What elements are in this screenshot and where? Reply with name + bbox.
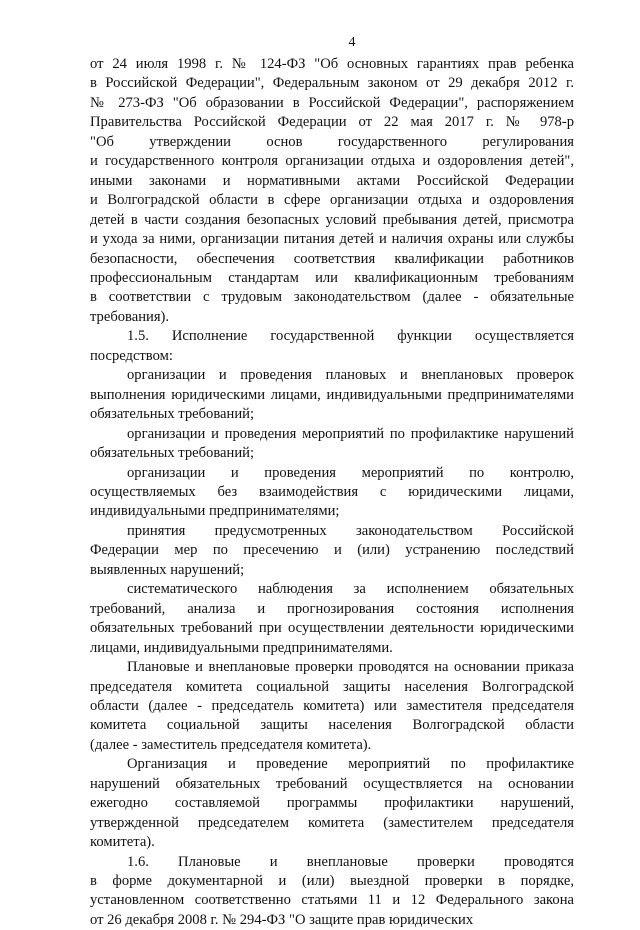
text-line: 1.5. Исполнение государственной функции осуществляется (127, 328, 574, 345)
text-line: в Российской Федерации", Федеральным законом от 29 декабря 2012 г. (90, 75, 574, 92)
text-line: и Волгоградской области в сфере организации отдыха и оздоровления (90, 192, 574, 209)
text-line: осуществляемых без взаимодействия с юридическими лицами, (90, 483, 574, 500)
text-line: № 273-ФЗ "Об образовании в Российской Федерации", распоряжением (90, 94, 574, 111)
text-line: утвержденной председателем комитета (заместителем председателя (90, 814, 574, 831)
text-line: выявленных нарушений; (90, 561, 245, 578)
text-line: комитета социальной защиты населения Волгоградской области (90, 717, 574, 734)
text-line: "Об утверждении основ государственного регулирования (90, 133, 574, 150)
text-line: обязательных требований; (90, 445, 255, 462)
page-number: 4 (348, 35, 356, 50)
text-line: комитета). (90, 834, 155, 851)
text-line: профессиональным стандартам или квалификационным требованиям (90, 269, 574, 286)
text-line: требования). (90, 308, 170, 325)
text-line: организации и проведения мероприятий по профилактике нарушений (127, 425, 574, 442)
text-line: от 26 декабря 2008 г. № 294-ФЗ "О защите прав юридических (90, 911, 474, 928)
text-line: обязательных требований при осуществлении деятельности юридическими (90, 620, 574, 637)
text-line: обязательных требований; (90, 406, 255, 423)
text-line: Плановые и внеплановые проверки проводятся на основании приказа (127, 659, 574, 676)
text-line: нарушений обязательных требований осуществляется на основании (90, 775, 574, 792)
text-line: выполнения юридическими лицами, индивидуальными предпринимателями (90, 386, 574, 403)
text-line: организации и проведения мероприятий по контролю, (127, 464, 574, 481)
text-line: лицами, индивидуальными предпринимателями. (90, 639, 393, 656)
text-line: Федерации мер по пресечению и (или) устранению последствий (90, 542, 574, 559)
text-line: индивидуальными предпринимателями; (90, 503, 340, 520)
text-line: иными законами и нормативными актами Российской Федерации (90, 172, 574, 189)
text-line: принятия предусмотренных законодательством Российской (127, 522, 574, 539)
text-line: Организация и проведение мероприятий по профилактике (127, 756, 574, 773)
text-line: безопасности, обеспечения соответствия квалификации работников (90, 250, 574, 267)
text-line: и государственного контроля организации отдыха и оздоровления детей", (90, 153, 574, 170)
text-line: в форме документарной и (или) выездной проверки в порядке, (90, 873, 574, 890)
document-body (90, 55, 574, 930)
text-line: Правительства Российской Федерации от 22 мая 2017 г. № 978-р (90, 114, 574, 131)
text-line: от 24 июля 1998 г. № 124-ФЗ "Об основных гарантиях прав ребенка (90, 56, 574, 72)
text-line: (далее - заместитель председателя комитета). (90, 736, 372, 753)
text-line: организации и проведения плановых и внеплановых проверок (127, 367, 574, 384)
text-line: систематического наблюдения за исполнением обязательных (127, 581, 574, 598)
text-line: и ухода за ними, организации питания детей и наличия охраны или службы (90, 231, 574, 248)
text-line: в соответствии с трудовым законодательством (далее - обязательные (90, 289, 574, 306)
text-line: председателя комитета социальной защиты населения Волгоградской (90, 678, 574, 695)
text-line: детей в части создания безопасных условий пребывания детей, присмотра (90, 211, 574, 228)
text-line: требований, анализа и прогнозирования состояния исполнения (90, 600, 574, 617)
text-line: установленном соответственно статьями 11 и 12 Федерального закона (90, 892, 574, 909)
text-line: области (далее - председатель комитета) или заместителя председателя (90, 697, 574, 714)
text-line: ежегодно составляемой программы профилактики нарушений, (90, 795, 574, 812)
text-line: 1.6. Плановые и внеплановые проверки проводятся (127, 853, 574, 870)
text-line: посредством: (90, 347, 173, 364)
